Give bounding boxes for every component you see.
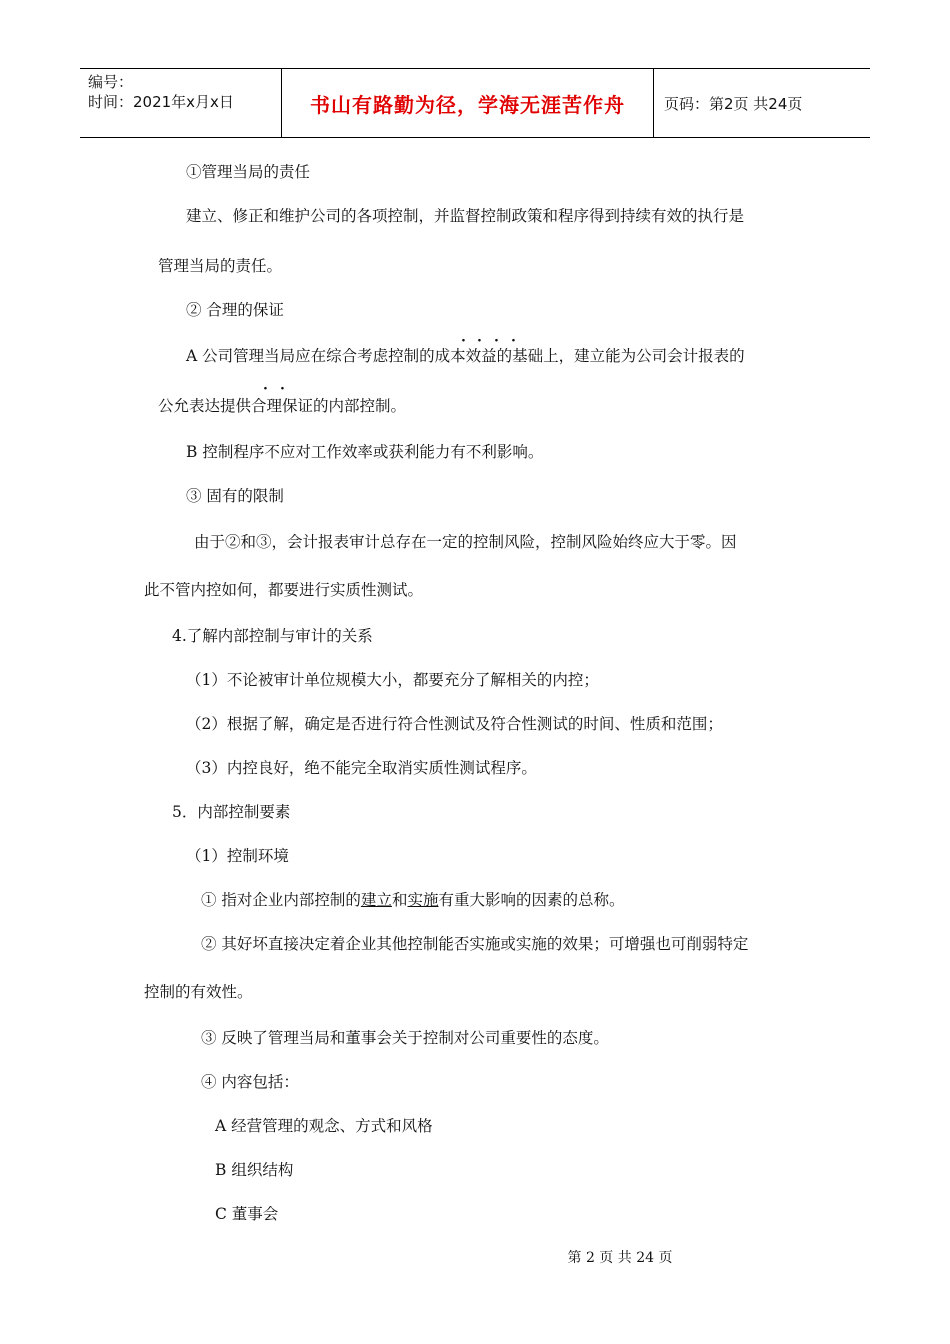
emphasis-dot: · xyxy=(280,381,285,397)
underlined-term: 建立 xyxy=(360,891,392,909)
page-footer: 第 2 页 共 24 页 xyxy=(567,1250,673,1266)
emphasis-dot: · xyxy=(494,333,499,349)
paragraph-line: ③ 反映了管理当局和董事会关于控制对公司重要性的态度。 xyxy=(201,1029,609,1047)
header-motto: 书山有路勤为径，学海无涯苦作舟 xyxy=(282,69,654,137)
document-date: 时间：2021年x月x日 xyxy=(88,93,234,111)
text-segment: 有重大影响的因素的总称。 xyxy=(438,891,625,909)
paragraph-line: （1）不论被审计单位规模大小，都要充分了解相关的内控； xyxy=(186,671,599,689)
paragraph-line: 此不管内控如何，都要进行实质性测试。 xyxy=(144,581,424,599)
section-heading: 5．内部控制要素 xyxy=(172,803,291,821)
paragraph-line: ①管理当局的责任 xyxy=(186,163,311,181)
paragraph-line: 由于②和③，会计报表审计总存在一定的控制风险，控制风险始终应大于零。因 xyxy=(194,533,737,551)
document-header xyxy=(80,68,870,138)
paragraph-line: B 控制程序不应对工作效率或获利能力有不利影响。 xyxy=(186,443,544,461)
paragraph-line: B 组织结构 xyxy=(215,1161,294,1179)
paragraph-line: （1）控制环境 xyxy=(186,847,289,865)
document-number: 编号： xyxy=(88,73,134,91)
text-segment: 和 xyxy=(391,891,408,909)
paragraph-line: ② 其好坏直接决定着企业其他控制能否实施或实施的效果；可增强也可削弱特定 xyxy=(201,935,749,953)
paragraph-line: C 董事会 xyxy=(215,1205,279,1223)
paragraph-line: A 公司管理当局应在综合考虑控制的成本效益的基础上，建立能为公司会计报表的 xyxy=(186,347,745,365)
paragraph-line: ④ 内容包括： xyxy=(201,1073,299,1091)
paragraph-line: 管理当局的责任。 xyxy=(158,257,283,275)
paragraph-line: 控制的有效性。 xyxy=(144,983,253,1001)
paragraph-line: （2）根据了解，确定是否进行符合性测试及符合性测试的时间、性质和范围； xyxy=(186,715,723,733)
section-heading: 4.了解内部控制与审计的关系 xyxy=(172,627,373,645)
paragraph-line: 公允表达提供合理保证的内部控制。 xyxy=(158,397,407,415)
paragraph-line: （3）内控良好，绝不能完全取消实质性测试程序。 xyxy=(186,759,537,777)
underlined-term: 实施 xyxy=(407,891,439,909)
emphasis-dot: · xyxy=(461,333,466,349)
emphasis-dot: · xyxy=(511,333,516,349)
paragraph-line xyxy=(201,890,625,910)
header-page-info: 页码：第2页 共24页 xyxy=(664,94,803,113)
text-segment: ① 指对企业内部控制的 xyxy=(201,891,361,909)
paragraph-line: A 经营管理的观念、方式和风格 xyxy=(215,1117,433,1135)
emphasis-dot: · xyxy=(263,381,268,397)
paragraph-line: ② 合理的保证 xyxy=(186,301,284,319)
paragraph-line: 建立、修正和维护公司的各项控制，并监督控制政策和程序得到持续有效的执行是 xyxy=(186,207,745,225)
emphasis-dot: · xyxy=(477,333,482,349)
paragraph-line: ③ 固有的限制 xyxy=(186,487,284,505)
header-info-cell xyxy=(80,69,282,137)
